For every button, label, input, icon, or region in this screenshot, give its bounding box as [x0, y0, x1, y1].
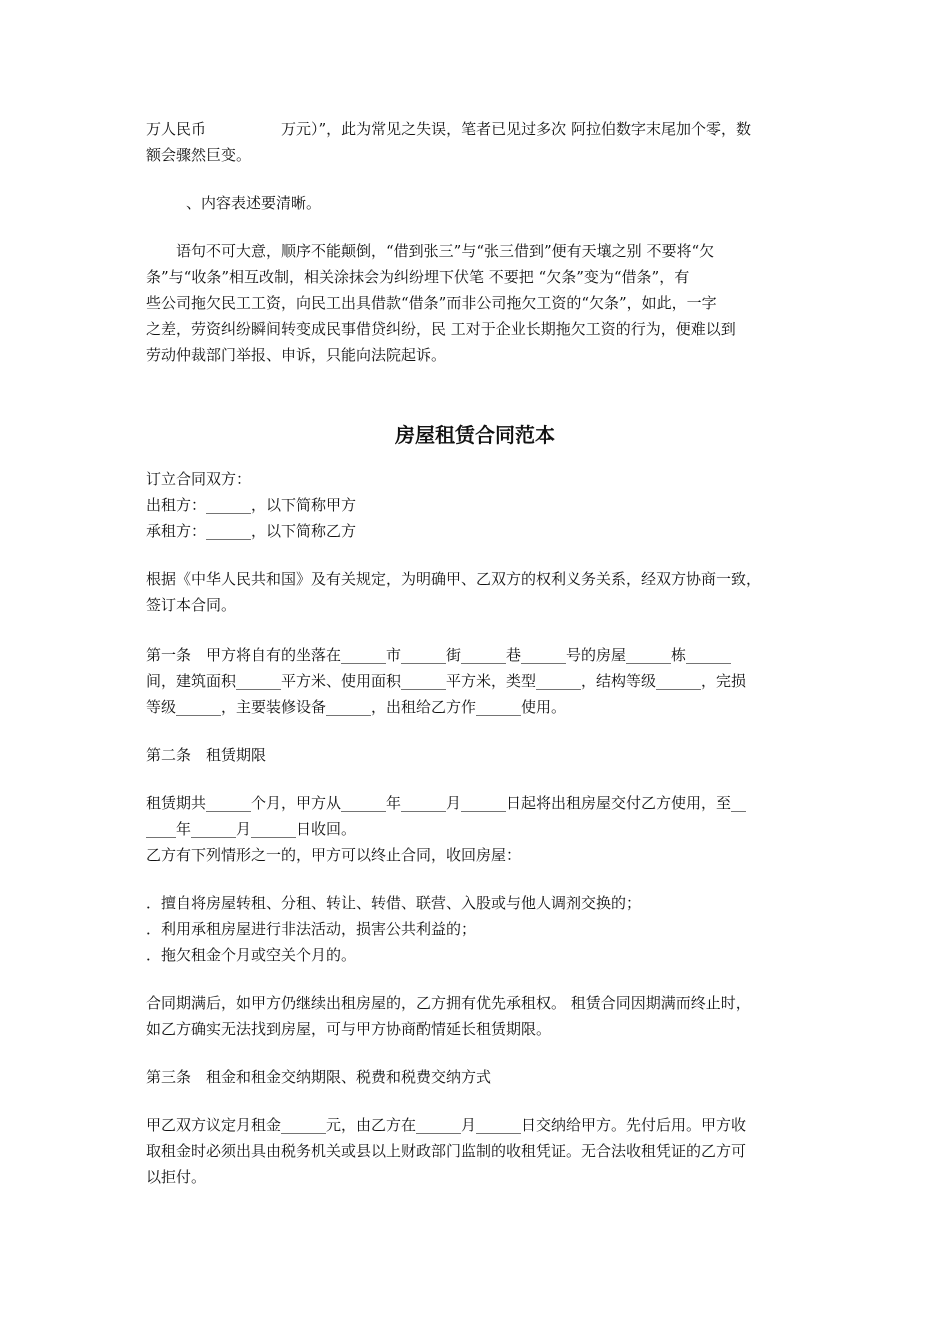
list-item: ．拖欠租金个月或空关个月的。	[146, 946, 357, 964]
lessor-line: 出租方：______，以下简称甲方	[146, 496, 357, 514]
list-item: ．擅自将房屋转租、分租、转让、转借、联营、入股或与他人调剂交换的；	[146, 894, 642, 912]
text-line: 第一条 甲方将自有的坐落在______市______街______巷______号的房屋______栋______	[146, 646, 732, 664]
text-line: 间，建筑面积______平方米、使用面积______平方米，类型______，结构等级______，完损	[146, 672, 747, 690]
text-line: 额会骤然巨变。	[146, 146, 252, 164]
section-heading: 、内容表述要清晰。	[186, 194, 322, 212]
intro-paragraph-1	[146, 116, 810, 168]
text-line: 条”与“收条”相互改制，相关涂抹会为纠纷埋下伏笔 不要把 “欠条”变为“借条”，有	[146, 268, 690, 286]
text-line: 租赁期共______个月，甲方从______年______月______日起将出租房屋交付乙方使用，至__	[146, 794, 747, 812]
renewal-paragraph	[146, 990, 810, 1042]
list-item: ．利用承租房屋进行非法活动，损害公共利益的；	[146, 920, 477, 938]
text-line: 等级______，主要装修设备______，出租给乙方作______使用。	[146, 698, 567, 716]
parties-block	[146, 466, 810, 544]
text-line: 甲乙双方议定月租金______元，由乙方在______月______日交纳给甲方。先付后用。甲方收	[146, 1116, 747, 1134]
text-line: 万人民币 万元）”，此为常见之失误，笔者已见过多次 阿拉伯数字末尾加个零，数	[146, 120, 751, 138]
parties-label: 订立合同双方：	[146, 470, 252, 488]
article-3-heading: 第三条 租金和租金交纳期限、税费和税费交纳方式	[146, 1068, 492, 1086]
text-line: 合同期满后，如甲方仍继续出租房屋的，乙方拥有优先承租权。 租赁合同因期满而终止时，	[146, 994, 751, 1012]
text-line: ____年______月______日收回。	[146, 820, 357, 838]
text-line: 如乙方确实无法找到房屋，可与甲方协商酌情延长租赁期限。	[146, 1020, 552, 1038]
text-line: 根据《中华人民共和国》及有关规定，为明确甲、乙双方的权利义务关系，经双方协商一致，	[146, 570, 762, 588]
preamble-paragraph	[146, 566, 810, 618]
intro-paragraph-2	[146, 238, 810, 368]
text-line: 之差，劳资纠纷瞬间转变成民事借贷纠纷，民 工对于企业长期拖欠工资的行为，便难以到	[146, 320, 736, 338]
text-line: 乙方有下列情形之一的，甲方可以终止合同，收回房屋：	[146, 846, 522, 864]
termination-list	[146, 890, 810, 968]
text-line: 劳动仲裁部门举报、申诉，只能向法院起诉。	[146, 346, 447, 364]
article-2-heading: 第二条 租赁期限	[146, 746, 267, 764]
text-line: 签订本合同。	[146, 596, 237, 614]
article-3-body	[146, 1112, 810, 1190]
article-2-body	[146, 790, 810, 868]
lessee-line: 承租方：______，以下简称乙方	[146, 522, 357, 540]
text-line: 语句不可大意，顺序不能颠倒，“借到张三”与“张三借到”便有天壤之别 不要将“欠	[176, 242, 715, 260]
text-line: 些公司拖欠民工工资，向民工出具借款“借条”而非公司拖欠工资的“欠条”，如此，一字	[146, 294, 717, 312]
text-line: 以拒付。	[146, 1168, 207, 1186]
contract-title: 房屋租赁合同范本	[395, 423, 555, 447]
text-line: 取租金时必须出具由税务机关或县以上财政部门监制的收租凭证。无合法收租凭证的乙方可	[146, 1142, 747, 1160]
article-1	[146, 642, 810, 720]
